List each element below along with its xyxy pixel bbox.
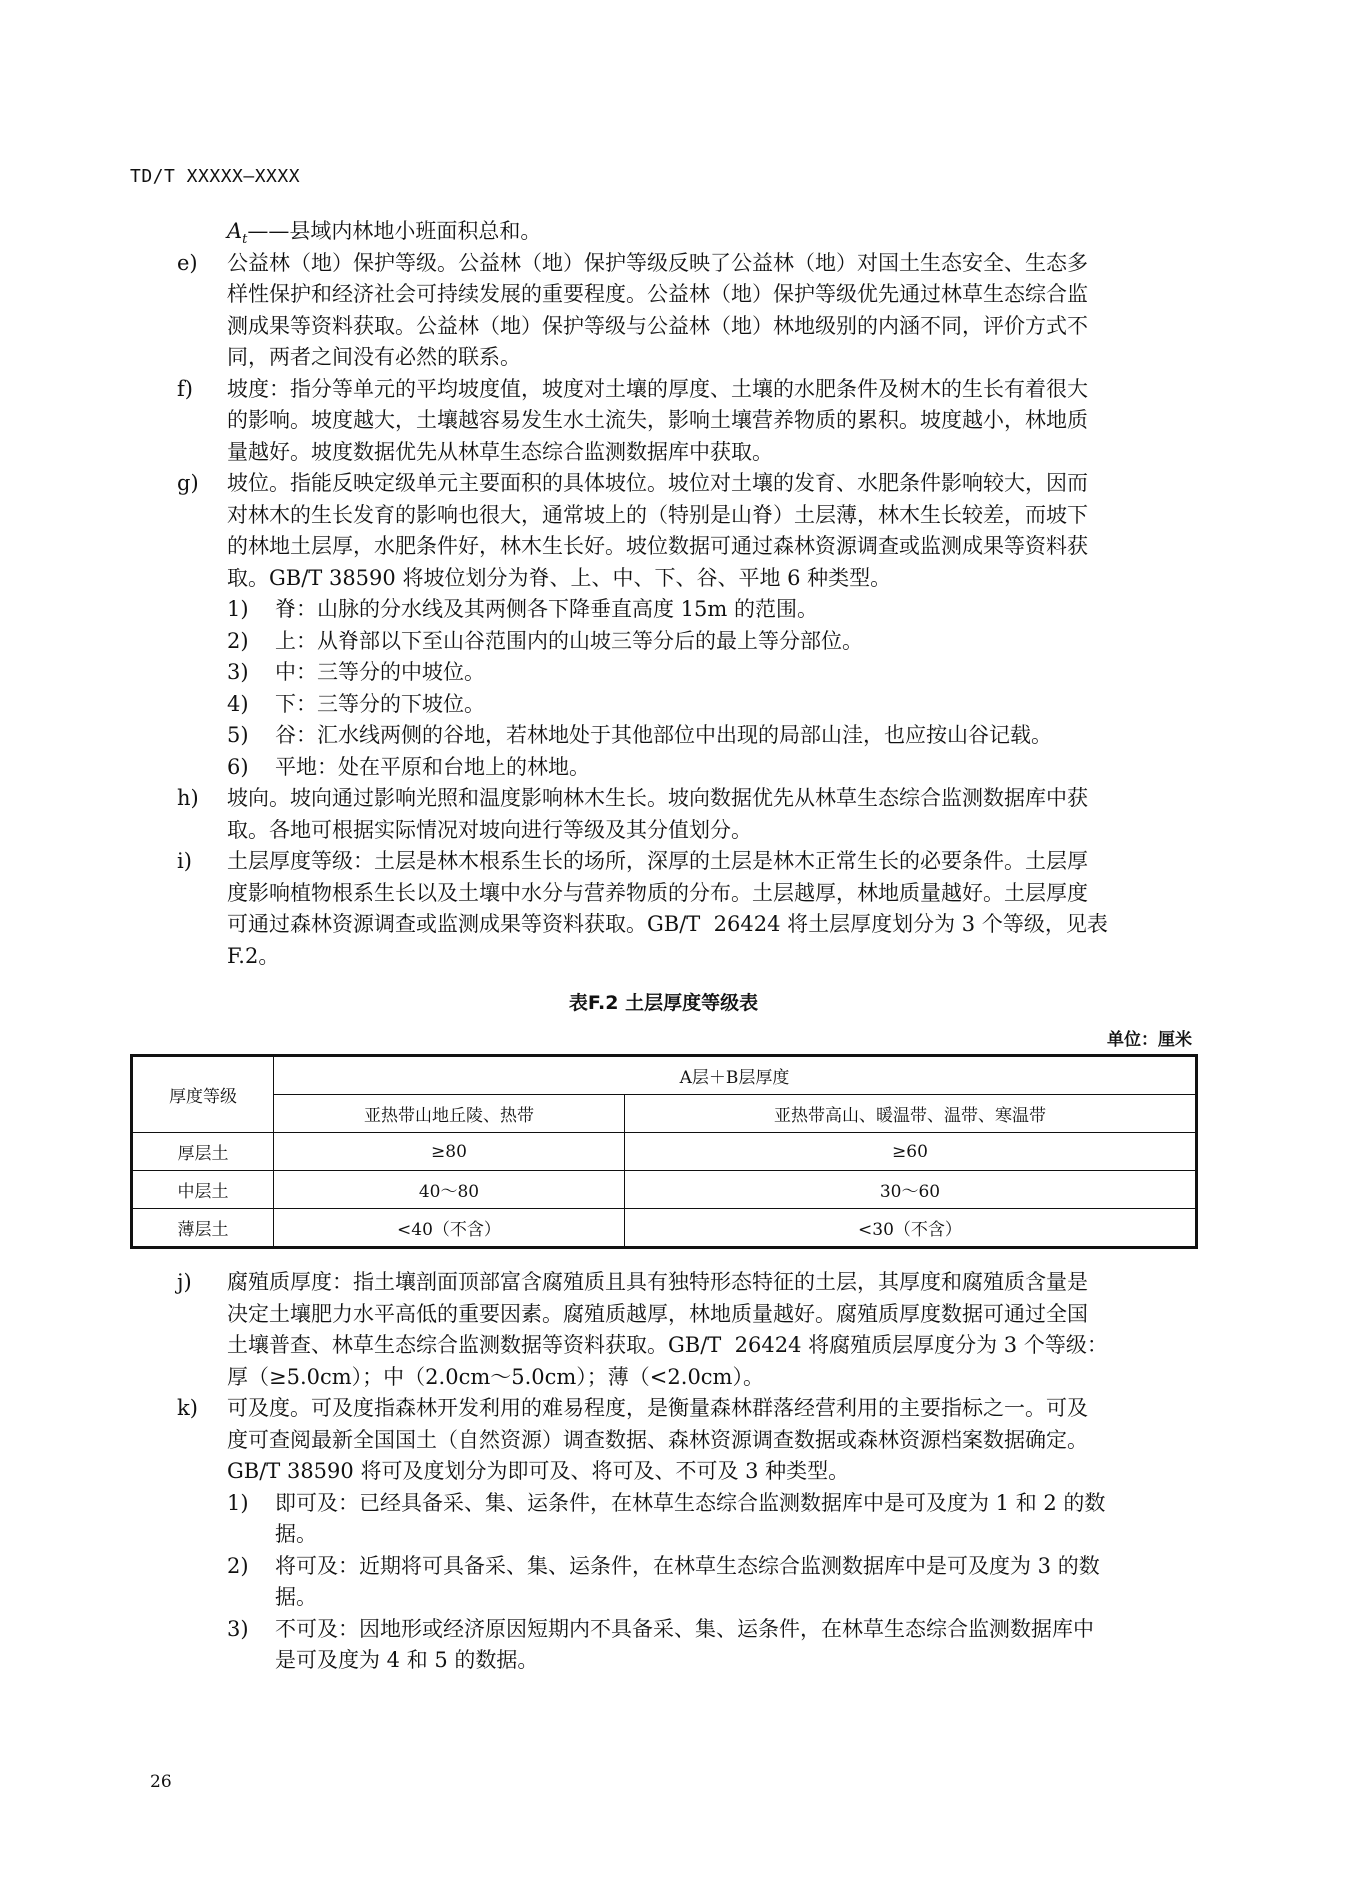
sub-list-item <box>177 689 1197 721</box>
item-marker: 5) <box>227 723 249 747</box>
sub-list-item <box>177 594 1197 626</box>
item-text: 决定土壤肥力水平高低的重要因素。腐殖质越厚，林地质量越好。腐殖质厚度数据可通过全国 <box>227 1301 1088 1326</box>
text-line <box>177 1330 1197 1362</box>
text-line <box>177 689 1197 721</box>
text-line <box>177 1582 1197 1614</box>
item-text: 对林木的生长发育的影响也很大，通常坡上的（特别是山脊）土层薄，林木生长较差，而坡下 <box>227 502 1088 527</box>
item-marker: h) <box>177 786 199 810</box>
list-item <box>177 1267 1197 1393</box>
text-line <box>177 657 1197 689</box>
item-text: 脊：山脉的分水线及其两侧各下降垂直高度 15m 的范围。 <box>275 597 818 621</box>
list-item <box>177 783 1197 846</box>
sub-list-item <box>177 752 1197 784</box>
text-line <box>177 374 1197 406</box>
item-text: 样性保护和经济社会可持续发展的重要程度。公益林（地）保护等级优先通过林草生态综合监 <box>227 282 1088 306</box>
text-line <box>177 1614 1197 1646</box>
item-marker: j) <box>177 1270 192 1294</box>
text-line <box>177 783 1197 815</box>
table-unit: 单位：厘米 <box>1107 1030 1192 1050</box>
sub-list-item <box>177 720 1197 752</box>
text-line <box>177 720 1197 752</box>
item-marker: f) <box>177 376 193 401</box>
at-symbol: A <box>227 219 243 243</box>
text-line <box>177 248 1197 280</box>
at-subscript: t <box>242 232 248 248</box>
item-marker: i) <box>177 849 192 873</box>
item-marker: 1) <box>227 1490 249 1515</box>
row-value-2: ≥60 <box>625 1133 1197 1171</box>
item-marker: 3) <box>227 660 249 684</box>
item-text: 可及度。可及度指森林开发利用的难易程度，是衡量森林群落经营利用的主要指标之一。可及 <box>227 1396 1088 1420</box>
text-line <box>177 1393 1197 1425</box>
row-grade: 厚层土 <box>132 1133 274 1171</box>
text-line <box>177 342 1197 374</box>
sub-list-item <box>177 1614 1197 1677</box>
table-row <box>132 1209 1197 1248</box>
text-line <box>177 815 1197 847</box>
row-value-1: ≥80 <box>274 1133 625 1171</box>
at-definition <box>227 216 1197 248</box>
table-header-group: A层＋B层厚度 <box>274 1056 1197 1095</box>
list-item <box>177 374 1197 469</box>
text-line <box>177 1362 1197 1394</box>
item-marker: g) <box>177 471 199 495</box>
item-marker: 1) <box>227 597 249 621</box>
item-text: 平地：处在平原和台地上的林地。 <box>275 754 590 779</box>
item-text: 谷：汇水线两侧的谷地，若林地处于其他部位中出现的局部山洼，也应按山谷记载。 <box>275 723 1052 747</box>
table-header-col2: 亚热带高山、暖温带、温带、寒温带 <box>625 1095 1197 1133</box>
row-grade: 中层土 <box>132 1171 274 1209</box>
text-line <box>177 468 1197 500</box>
text-line <box>177 1425 1197 1457</box>
item-text: 度可查阅最新全国国土（自然资源）调查数据、森林资源调查数据或森林资源档案数据确定。 <box>227 1427 1088 1452</box>
list-item <box>177 248 1197 374</box>
item-marker: 3) <box>227 1616 249 1641</box>
text-line <box>177 909 1197 941</box>
item-text: 同，两者之间没有必然的联系。 <box>227 345 521 369</box>
item-text: 坡位。指能反映定级单元主要面积的具体坡位。坡位对土壤的发育、水肥条件影响较大，因而 <box>227 471 1088 495</box>
item-text: 的林地土层厚，水肥条件好，林木生长好。坡位数据可通过森林资源调查或监测成果等资料获 <box>227 534 1088 558</box>
item-text: 上：从脊部以下至山谷范围内的山坡三等分后的最上等分部位。 <box>275 628 863 653</box>
text-line <box>177 1645 1197 1677</box>
text-line <box>177 437 1197 469</box>
item-text: 坡向。坡向通过影响光照和温度影响林木生长。坡向数据优先从林草生态综合监测数据库中获 <box>227 786 1088 810</box>
item-text: 的影响。坡度越大，土壤越容易发生水土流失，影响土壤营养物质的累积。坡度越小，林地质 <box>227 408 1088 432</box>
page-content <box>169 216 1197 1677</box>
list-item <box>177 1393 1197 1488</box>
item-text: 量越好。坡度数据优先从林草生态综合监测数据库中获取。 <box>227 439 773 464</box>
text-line <box>177 279 1197 311</box>
at-text: ——县域内林地小班面积总和。 <box>247 219 542 243</box>
row-grade: 薄层土 <box>132 1209 274 1248</box>
item-text: 坡度：指分等单元的平均坡度值，坡度对土壤的厚度、土壤的水肥条件及树木的生长有着很大 <box>227 376 1088 401</box>
text-line <box>177 1551 1197 1583</box>
sub-list-item <box>177 626 1197 658</box>
list-item <box>177 846 1197 972</box>
text-line <box>177 563 1197 595</box>
item-text: 土层厚度等级：土层是林木根系生长的场所，深厚的土层是林木正常生长的必要条件。土层厚 <box>227 849 1088 873</box>
item-text: 取。GB/T 38590 将坡位划分为脊、上、中、下、谷、平地 6 种类型。 <box>227 565 892 590</box>
row-value-2: 30～60 <box>625 1171 1197 1209</box>
text-line <box>177 1267 1197 1299</box>
soil-thickness-table <box>130 1054 1198 1249</box>
item-text: 不可及：因地形或经济原因短期内不具备采、集、运条件，在林草生态综合监测数据库中 <box>275 1616 1094 1641</box>
text-line <box>177 1299 1197 1331</box>
text-line <box>177 752 1197 784</box>
text-line <box>177 1456 1197 1488</box>
item-text: 是可及度为 4 和 5 的数据。 <box>275 1648 539 1672</box>
item-text: 测成果等资料获取。公益林（地）保护等级与公益林（地）林地级别的内涵不同，评价方式不 <box>227 313 1088 338</box>
item-text: 中：三等分的中坡位。 <box>275 660 485 684</box>
table-caption: 表F.2 土层厚度等级表 <box>568 992 759 1014</box>
text-line <box>177 594 1197 626</box>
item-text: 据。 <box>275 1522 317 1546</box>
text-line <box>177 626 1197 658</box>
item-text: 公益林（地）保护等级。公益林（地）保护等级反映了公益林（地）对国土生态安全、生态多 <box>227 250 1088 275</box>
text-line <box>177 500 1197 532</box>
item-text: 厚（≥5.0cm）；中（2.0cm～5.0cm）；薄（<2.0cm）。 <box>227 1364 764 1389</box>
row-value-1: 40～80 <box>274 1171 625 1209</box>
item-text: 将可及：近期将可具备采、集、运条件，在林草生态综合监测数据库中是可及度为 3 的数 <box>275 1553 1100 1578</box>
row-value-1: <40（不含） <box>274 1209 625 1248</box>
page-number: 26 <box>150 1772 172 1792</box>
item-marker: 4) <box>227 691 249 716</box>
row-value-2: <30（不含） <box>625 1209 1197 1248</box>
item-text: 腐殖质厚度：指土壤剖面顶部富含腐殖质且具有独特形态特征的土层，其厚度和腐殖质含量是 <box>227 1270 1088 1294</box>
item-text: 即可及：已经具备采、集、运条件，在林草生态综合监测数据库中是可及度为 1 和 2 的数 <box>275 1490 1106 1515</box>
text-line <box>177 311 1197 343</box>
item-marker: e) <box>177 250 198 275</box>
table-header-col1: 亚热带山地丘陵、热带 <box>274 1095 625 1133</box>
item-marker: 2) <box>227 1553 249 1578</box>
list-item <box>177 468 1197 594</box>
item-text: 下：三等分的下坡位。 <box>275 691 485 716</box>
text-line <box>177 846 1197 878</box>
text-line <box>177 1488 1197 1520</box>
item-text: 取。各地可根据实际情况对坡向进行等级及其分值划分。 <box>227 817 752 842</box>
text-line <box>177 531 1197 563</box>
document-code-header: TD/T XXXXX—XXXX <box>130 166 301 187</box>
item-text: 度影响植物根系生长以及土壤中水分与营养物质的分布。土层越厚，林地质量越好。土层厚度 <box>227 880 1088 905</box>
table-header-grade: 厚度等级 <box>132 1056 274 1133</box>
item-marker: 2) <box>227 628 249 653</box>
item-text: 土壤普查、林草生态综合监测数据等资料获取。GB/T 26424 将腐殖质层厚度分为 3 个等级： <box>227 1333 1108 1357</box>
item-text: 据。 <box>275 1585 317 1609</box>
sub-list-item <box>177 1551 1197 1614</box>
table-row <box>132 1171 1197 1209</box>
sub-list-item <box>177 1488 1197 1551</box>
item-marker: k) <box>177 1396 198 1420</box>
text-line <box>177 1519 1197 1551</box>
item-text: F.2。 <box>227 943 280 968</box>
item-text: 可通过森林资源调查或监测成果等资料获取。GB/T 26424 将土层厚度划分为 3 个等级，见表 <box>227 912 1108 936</box>
text-line <box>177 941 1197 973</box>
text-line <box>177 878 1197 910</box>
table-row <box>132 1133 1197 1171</box>
item-text: GB/T 38590 将可及度划分为即可及、将可及、不可及 3 种类型。 <box>227 1459 850 1483</box>
item-marker: 6) <box>227 754 249 779</box>
text-line <box>177 405 1197 437</box>
sub-list-item <box>177 657 1197 689</box>
